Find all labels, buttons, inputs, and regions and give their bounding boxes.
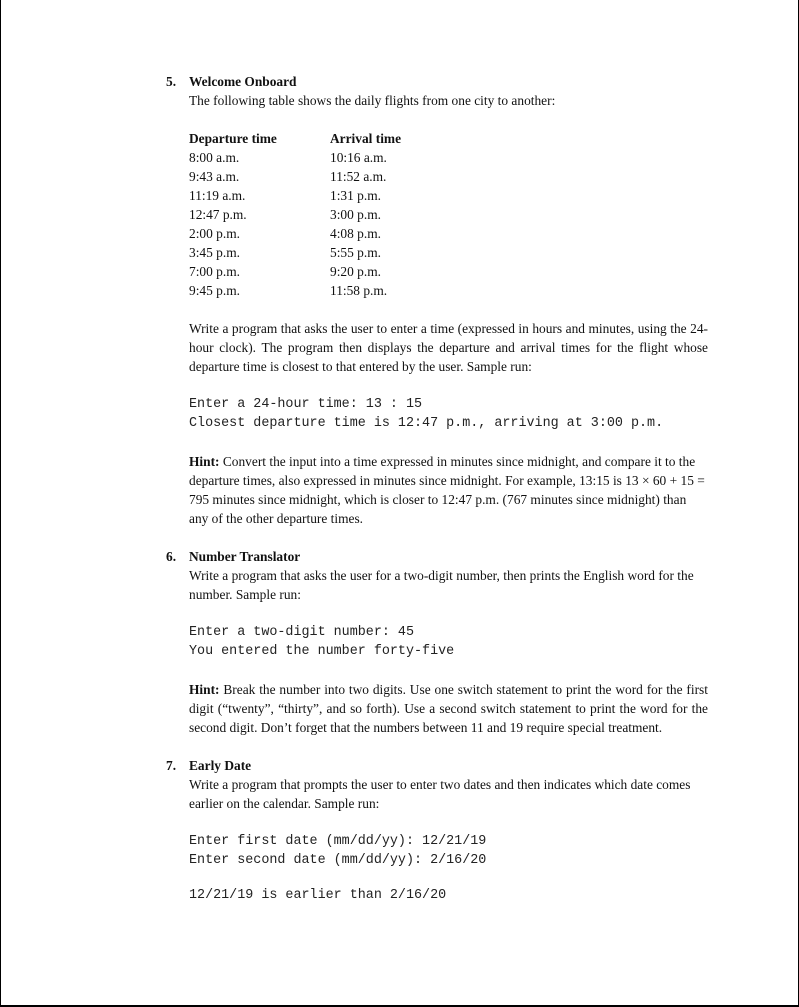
departure-cell: 11:19 a.m. bbox=[189, 188, 246, 203]
arrival-cell: 4:08 p.m. bbox=[330, 226, 381, 241]
departure-cell: 7:00 p.m. bbox=[189, 264, 240, 279]
table-row bbox=[189, 224, 471, 243]
sample-run bbox=[189, 395, 708, 433]
sample-run-line: Enter second date (mm/dd/yy): 2/16/20 bbox=[189, 853, 487, 868]
sample-run bbox=[189, 832, 708, 870]
exercise-title: Number Translator bbox=[189, 549, 301, 564]
exercise-body: Write a program that asks the user for a two-digit number, then prints the English word for the number. Sample run: bbox=[189, 568, 694, 602]
table-row bbox=[189, 148, 471, 167]
sample-run-line: Closest departure time is 12:47 p.m., arriving at 3:00 p.m. bbox=[189, 416, 664, 431]
exercise-body: Write a program that asks the user to enter a time (expressed in hours and minutes, using the 24-hour clock). The program then displays the departure and arrival times for the flight whose departure time is closest to that entered by the user. Sample run: bbox=[189, 321, 708, 374]
flight-table bbox=[189, 129, 471, 300]
hint-paragraph bbox=[189, 680, 708, 737]
table-row bbox=[189, 167, 471, 186]
exercise-body: Write a program that prompts the user to enter two dates and then indicates which date comes earlier on the calendar. Sample run: bbox=[189, 777, 691, 811]
sample-run-line: Enter a two-digit number: 45 bbox=[189, 625, 414, 640]
table-row bbox=[189, 262, 471, 281]
arrival-cell: 11:52 a.m. bbox=[330, 169, 387, 184]
exercise-7 bbox=[166, 756, 708, 905]
sample-run-line: Enter a 24-hour time: 13 : 15 bbox=[189, 397, 423, 412]
departure-cell: 8:00 a.m. bbox=[189, 150, 240, 165]
hint-text: Break the number into two digits. Use one switch statement to print the word for the first digit (“twenty”, “thirty”, and so forth). Use a second switch statement to print the word for the second digit. Don’t forget that the numbers between 11 and 19 require special treatment. bbox=[189, 682, 708, 735]
departure-cell: 2:00 p.m. bbox=[189, 226, 240, 241]
departure-header: Departure time bbox=[189, 131, 277, 146]
table-header-row bbox=[189, 129, 471, 148]
exercise-number: 5. bbox=[166, 74, 177, 89]
arrival-cell: 10:16 a.m. bbox=[330, 150, 387, 165]
exercise-number: 7. bbox=[166, 758, 177, 773]
exercise-7-heading bbox=[166, 756, 708, 775]
sample-run-line: You entered the number forty-five bbox=[189, 644, 455, 659]
exercise-title: Early Date bbox=[189, 758, 252, 773]
exercise-intro: The following table shows the daily flights from one city to another: bbox=[189, 93, 556, 108]
arrival-cell: 11:58 p.m. bbox=[330, 283, 388, 298]
exercise-6-heading bbox=[166, 547, 708, 566]
arrival-cell: 9:20 p.m. bbox=[330, 264, 381, 279]
exercise-title: Welcome Onboard bbox=[189, 74, 297, 89]
table-row bbox=[189, 205, 471, 224]
hint-text: Convert the input into a time expressed in minutes since midnight, and compare it to the departure times, also expressed in minutes since midnight. For example, 13:15 is 13 × 60 + 15 = 795 minutes since midnight, which is closer to 12:47 p.m. (767 minutes since midnight) than any of the other departure times. bbox=[189, 454, 705, 526]
departure-cell: 9:45 p.m. bbox=[189, 283, 240, 298]
arrival-header: Arrival time bbox=[330, 131, 402, 146]
table-row bbox=[189, 281, 471, 300]
exercise-6 bbox=[166, 547, 708, 737]
hint-paragraph bbox=[189, 452, 708, 528]
arrival-cell: 5:55 p.m. bbox=[330, 245, 381, 260]
table-row bbox=[189, 243, 471, 262]
exercise-5 bbox=[166, 72, 708, 528]
exercise-number: 6. bbox=[166, 549, 177, 564]
document-content bbox=[166, 72, 708, 905]
sample-run-line: Enter first date (mm/dd/yy): 12/21/19 bbox=[189, 834, 487, 849]
departure-cell: 3:45 p.m. bbox=[189, 245, 240, 260]
hint-label: Hint: bbox=[189, 682, 220, 697]
arrival-cell: 1:31 p.m. bbox=[330, 188, 381, 203]
table-row bbox=[189, 186, 471, 205]
hint-label: Hint: bbox=[189, 454, 220, 469]
exercise-5-heading bbox=[166, 72, 708, 91]
departure-cell: 9:43 a.m. bbox=[189, 169, 240, 184]
sample-run-result: 12/21/19 is earlier than 2/16/20 bbox=[189, 888, 447, 903]
sample-run bbox=[189, 623, 708, 661]
arrival-cell: 3:00 p.m. bbox=[330, 207, 381, 222]
departure-cell: 12:47 p.m. bbox=[189, 207, 247, 222]
